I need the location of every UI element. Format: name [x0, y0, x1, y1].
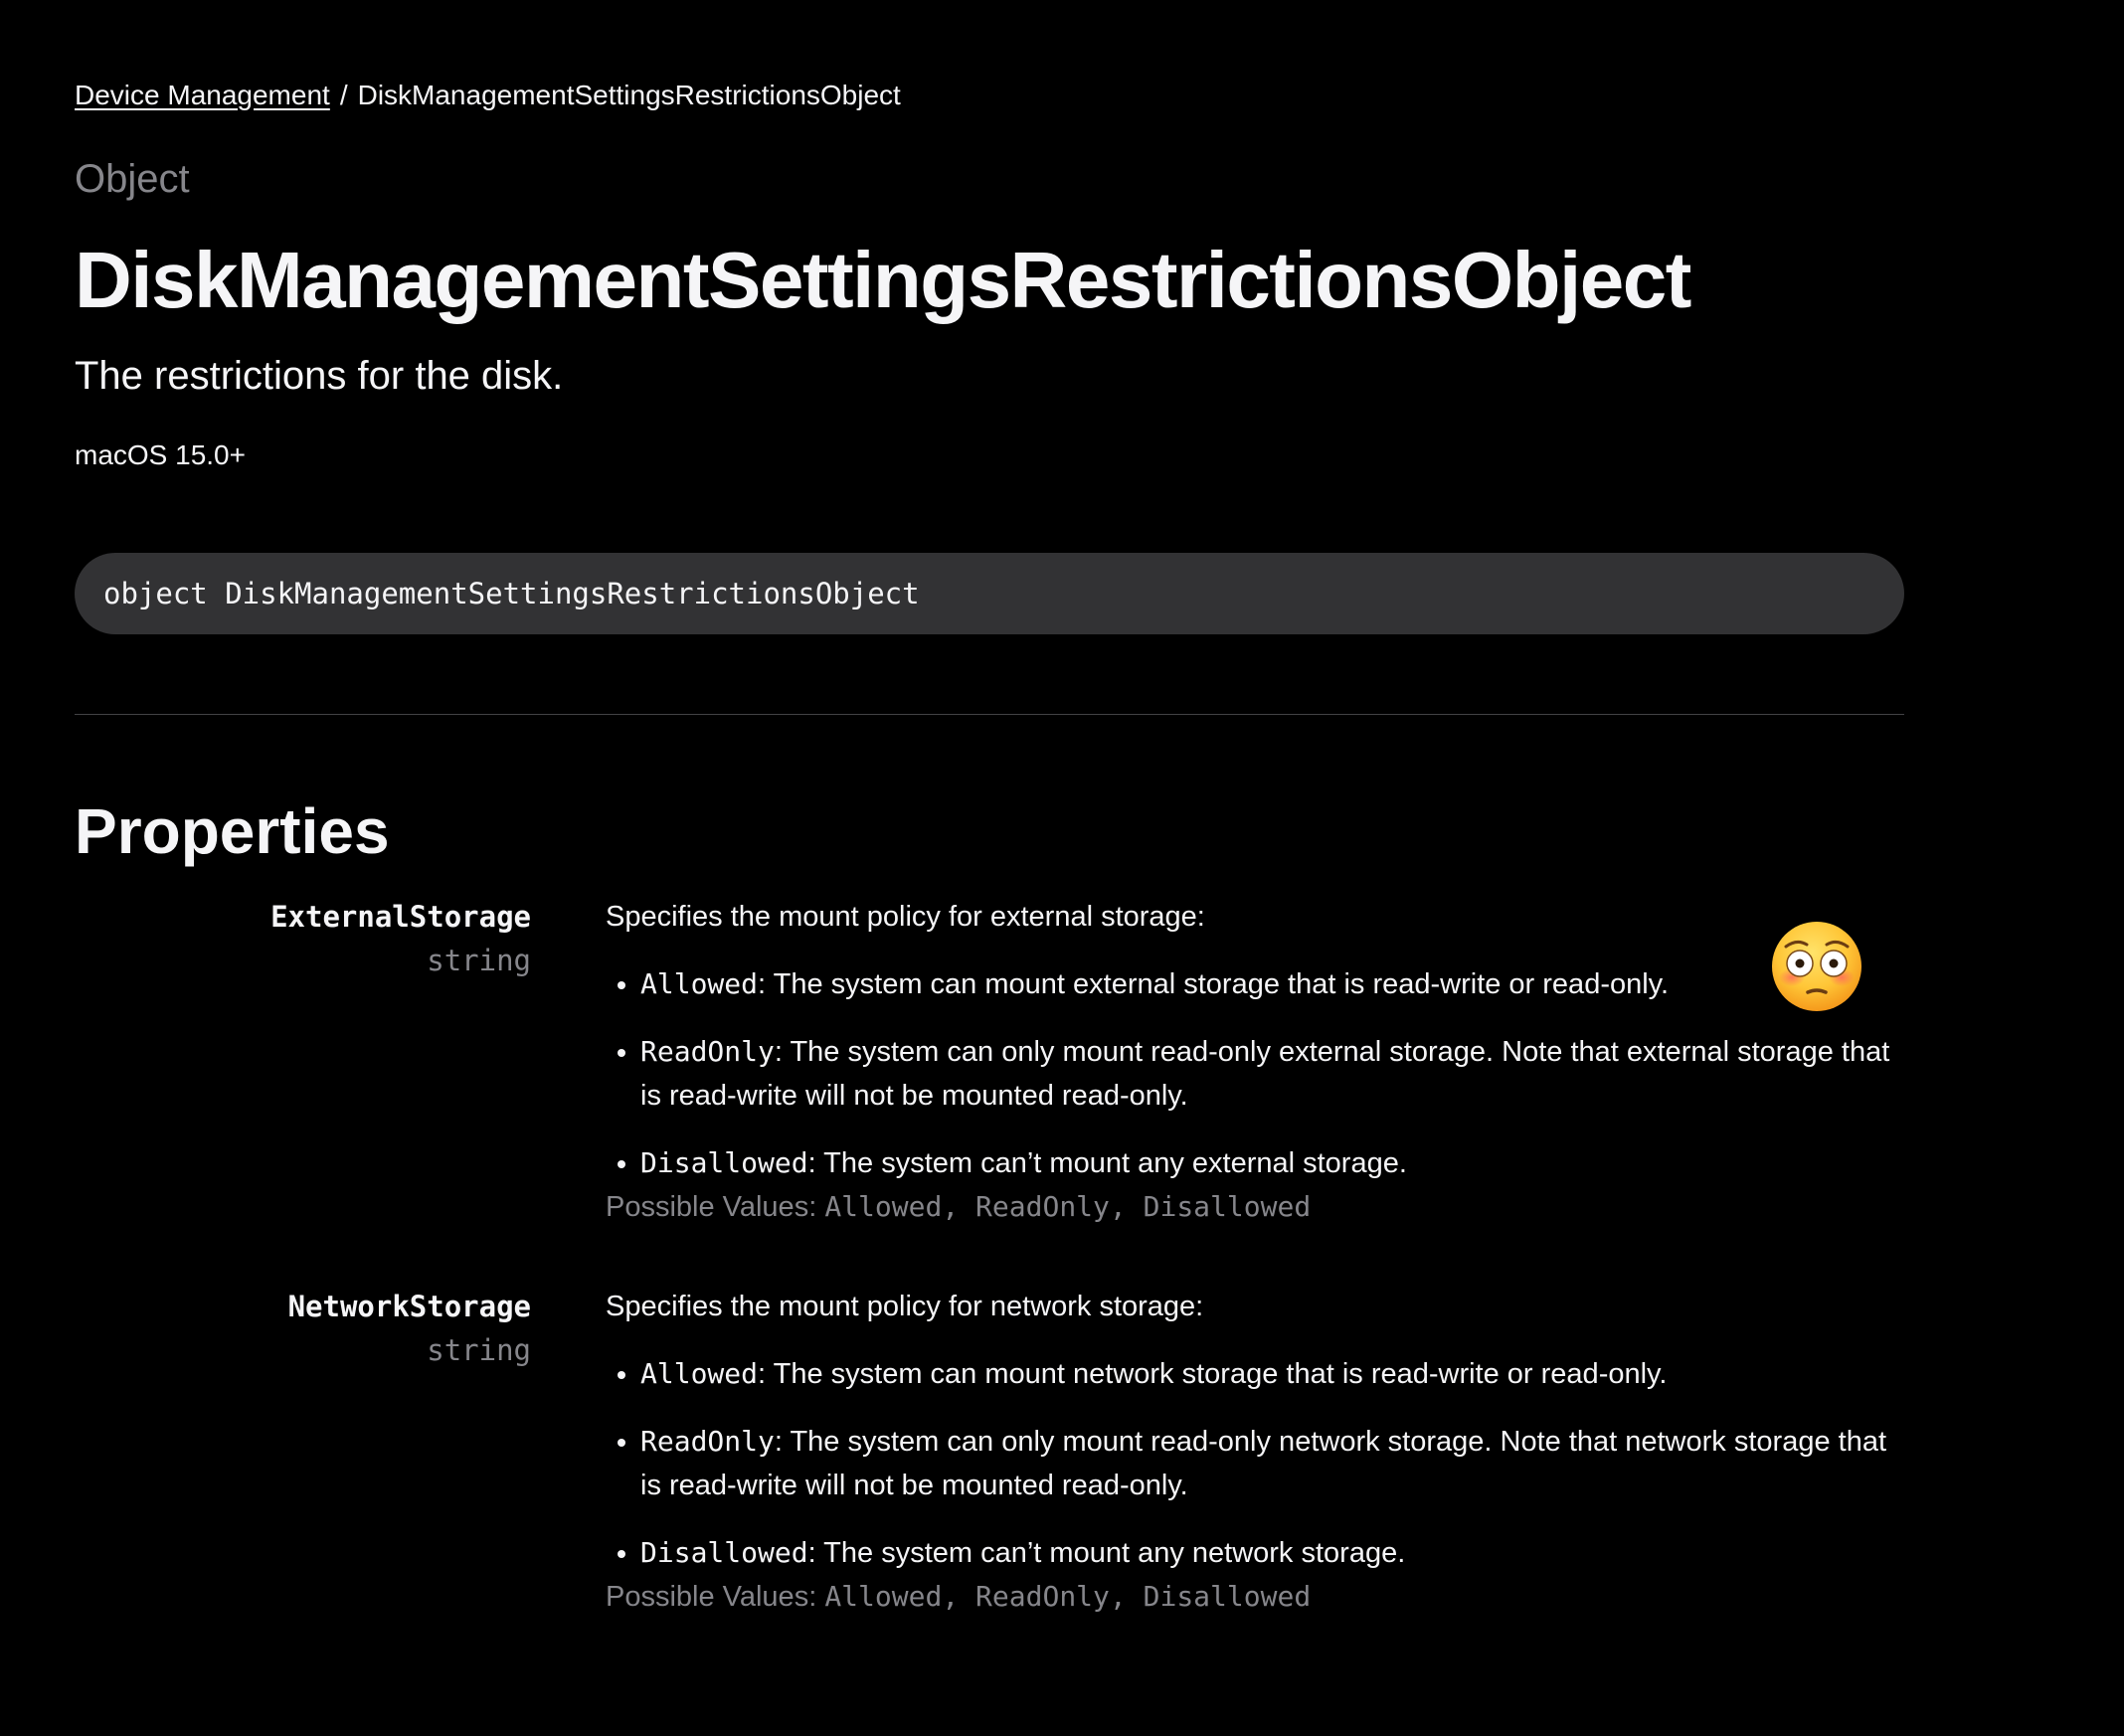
symbol-kind-label: Object [75, 157, 190, 201]
list-item [640, 962, 1904, 1006]
value-code: Disallowed [640, 1146, 808, 1179]
property-value-list [606, 962, 1904, 1185]
property-name: NetworkStorage [287, 1290, 531, 1323]
flushed-face-emoji-icon [1770, 920, 1863, 1013]
page-title: DiskManagementSettingsRestrictionsObject [75, 236, 1690, 324]
value-code: Allowed [640, 967, 759, 1000]
platform-availability: macOS 15.0+ [75, 439, 246, 470]
possible-values-label: Possible Values: [606, 1581, 825, 1613]
value-description: : The system can’t mount any external storage. [807, 1147, 1407, 1179]
breadcrumb-link-device-management[interactable]: Device Management [75, 80, 330, 110]
list-item [640, 1352, 1904, 1396]
properties-heading: Properties [75, 795, 390, 867]
property-type: string [427, 1333, 531, 1367]
value-description: : The system can only mount read-only network storage. Note that network storage that is read-write will not be mounted read-only. [640, 1426, 1887, 1501]
possible-values-list: Allowed, ReadOnly, Disallowed [824, 1580, 1312, 1613]
property-name: ExternalStorage [270, 900, 531, 934]
property-value-list [606, 1352, 1904, 1575]
possible-values [606, 1185, 1904, 1229]
property-intro: Specifies the mount policy for external storage: [606, 901, 1205, 933]
section-divider [75, 714, 1904, 715]
property-description [606, 1285, 1904, 1619]
value-description: : The system can’t mount any network storage. [807, 1537, 1406, 1569]
value-code: Disallowed [640, 1536, 808, 1569]
property-signature [75, 1285, 531, 1372]
declaration-code-block: object DiskManagementSettingsRestrictionsObject [75, 553, 1904, 634]
list-item [640, 1030, 1904, 1118]
possible-values [606, 1575, 1904, 1619]
list-item [640, 1141, 1904, 1185]
possible-values-label: Possible Values: [606, 1191, 825, 1223]
property-signature [75, 895, 531, 982]
breadcrumb-separator: / [339, 80, 348, 110]
possible-values-list: Allowed, ReadOnly, Disallowed [824, 1190, 1312, 1223]
page-abstract: The restrictions for the disk. [75, 354, 564, 398]
value-description: : The system can mount network storage that is read-write or read-only. [758, 1358, 1668, 1390]
property-type: string [427, 944, 531, 977]
value-code: ReadOnly [640, 1425, 775, 1458]
breadcrumb-current: DiskManagementSettingsRestrictionsObject [357, 80, 901, 110]
property-intro: Specifies the mount policy for network storage: [606, 1291, 1204, 1322]
value-code: Allowed [640, 1357, 759, 1390]
value-code: ReadOnly [640, 1035, 775, 1068]
property-description [606, 895, 1904, 1229]
list-item [640, 1420, 1904, 1507]
value-description: : The system can mount external storage that is read-write or read-only. [758, 968, 1670, 1000]
list-item [640, 1531, 1904, 1575]
value-description: : The system can only mount read-only external storage. Note that external storage that is read-write will not be mounted read-only. [640, 1036, 1890, 1112]
breadcrumb [75, 78, 901, 113]
